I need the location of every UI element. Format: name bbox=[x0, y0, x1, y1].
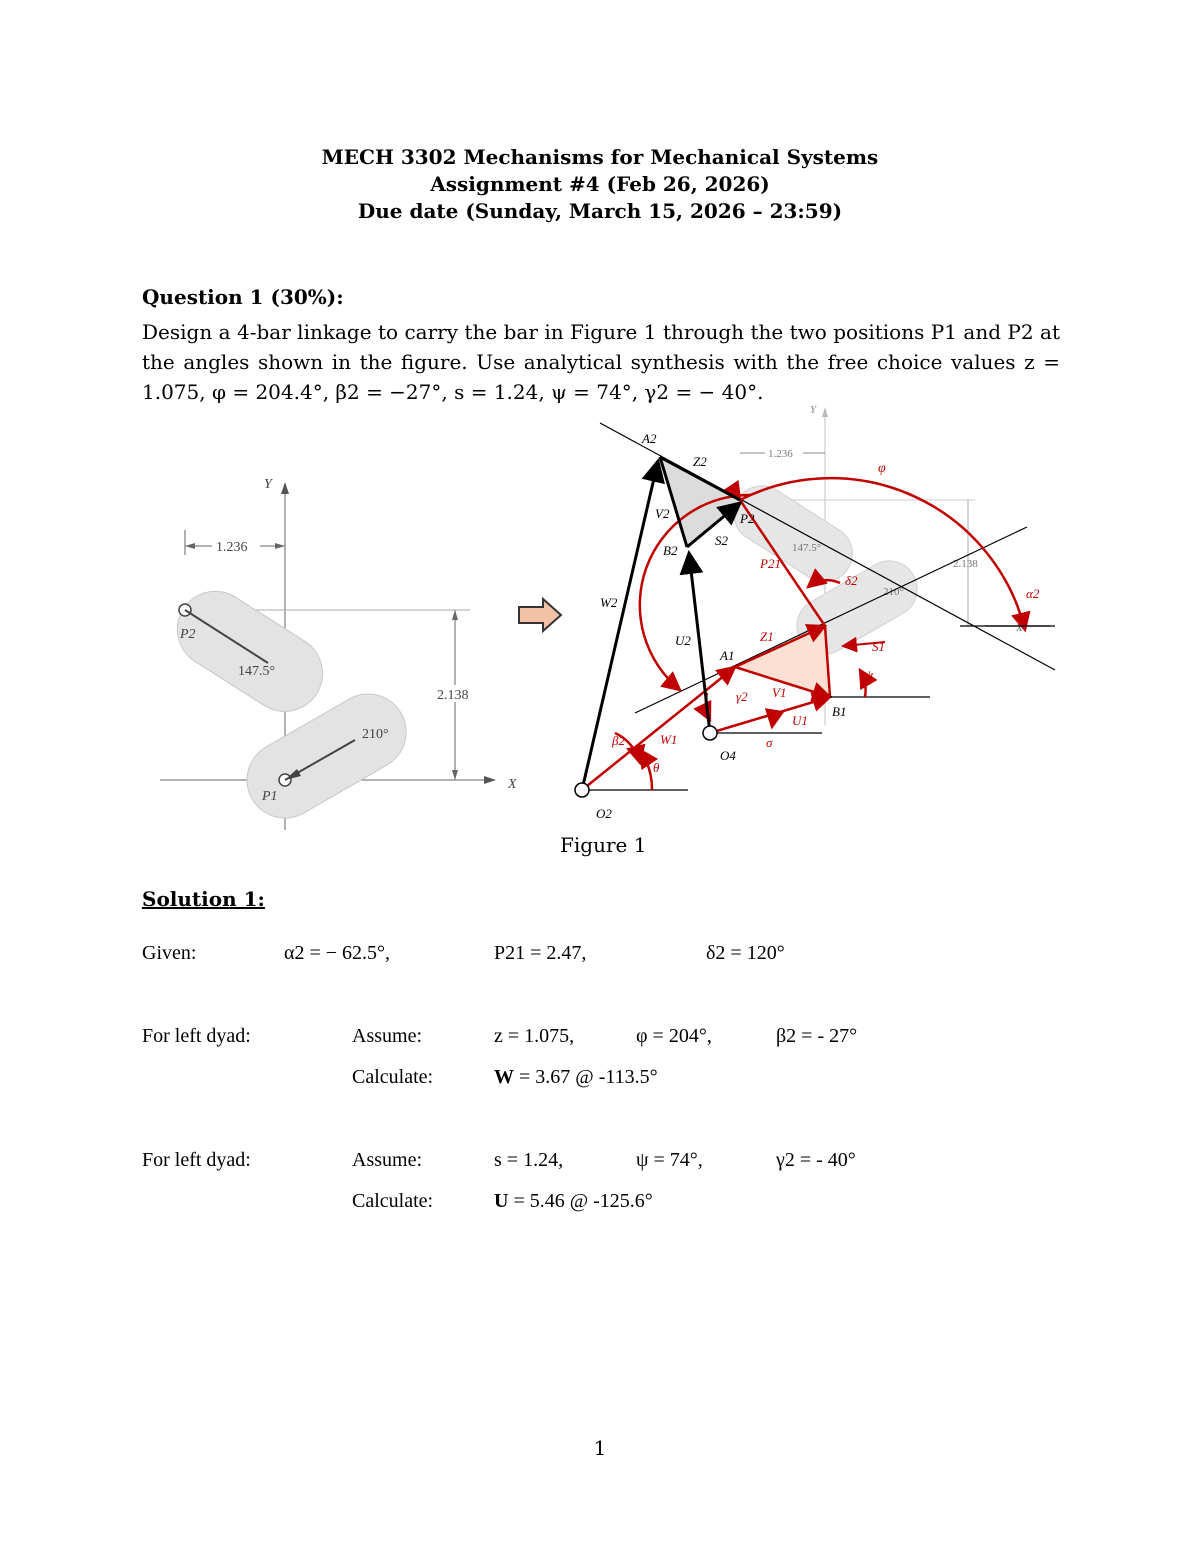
arrow-right-icon bbox=[517, 597, 563, 633]
dyad2-gamma: γ2 = - 40° bbox=[776, 1149, 856, 1171]
label-B2: B2 bbox=[663, 543, 678, 558]
figure-left bbox=[140, 470, 520, 830]
label-S2: S2 bbox=[715, 533, 728, 548]
label-gamma2: γ2 bbox=[736, 689, 748, 704]
dim-vertical: 2.138 bbox=[437, 688, 469, 703]
dyad2-s: s = 1.24, bbox=[494, 1149, 564, 1171]
question-title: Question 1 (30%): bbox=[142, 285, 344, 309]
figure-caption: Figure 1 bbox=[560, 833, 647, 857]
dyad2-assume-label: Assume: bbox=[352, 1149, 422, 1171]
due-date: Due date (Sunday, March 15, 2026 – 23:59) bbox=[357, 199, 843, 223]
label-theta: θ bbox=[653, 760, 660, 775]
right-dim-vertical: 2.138 bbox=[953, 558, 978, 570]
given-label: Given: bbox=[142, 942, 197, 964]
label-sigma: σ bbox=[766, 735, 773, 750]
x-axis-label: X bbox=[508, 777, 517, 792]
right-angle-p1: 210° bbox=[883, 586, 904, 598]
question-text: Design a 4-bar linkage to carry the bar in Figure 1 through the two positions P1 and P2 at the angles shown in the figure. Use analytical synthesis with the free choice values z = 1.075, φ = 204.4°, β2 = −27°, s = 1.24, ψ = 74°, γ2 = − 40°. bbox=[142, 320, 1060, 404]
label-Z2: Z2 bbox=[693, 454, 707, 469]
label-A2: A2 bbox=[642, 431, 657, 446]
label-alpha2: α2 bbox=[1026, 586, 1040, 601]
dyad2-result-value: = 5.46 @ -125.6° bbox=[508, 1190, 653, 1212]
course-title: MECH 3302 Mechanisms for Mechanical Systems bbox=[321, 145, 879, 169]
label-U2: U2 bbox=[675, 633, 691, 648]
dyad2-result bbox=[494, 1190, 653, 1213]
label-A1: A1 bbox=[720, 648, 735, 663]
dyad1-calc-label: Calculate: bbox=[352, 1066, 434, 1088]
label-P21: P21 bbox=[760, 556, 781, 571]
label-P2: P2 bbox=[740, 511, 755, 526]
dyad2-psi: ψ = 74°, bbox=[636, 1149, 703, 1171]
right-x-axis: X bbox=[1016, 622, 1023, 634]
label-p1: P1 bbox=[262, 789, 278, 804]
given-p21: P21 = 2.47, bbox=[494, 942, 587, 964]
angle-p1: 210° bbox=[362, 727, 389, 742]
label-psi: ψ bbox=[865, 667, 874, 682]
dyad1-result-symbol: W bbox=[494, 1066, 514, 1088]
label-O2: O2 bbox=[596, 806, 612, 821]
dim-horizontal: 1.236 bbox=[216, 540, 248, 555]
given-delta: δ2 = 120° bbox=[706, 942, 785, 964]
label-V2: V2 bbox=[655, 506, 670, 521]
label-S1: S1 bbox=[872, 639, 885, 654]
given-alpha: α2 = − 62.5°, bbox=[284, 942, 391, 964]
solution-title: Solution 1: bbox=[142, 887, 265, 911]
right-angle-p2: 147.5° bbox=[792, 542, 822, 554]
label-U1: U1 bbox=[792, 713, 808, 728]
dyad2-label: For left dyad: bbox=[142, 1149, 251, 1171]
figure-right bbox=[560, 395, 1060, 835]
assignment-title: Assignment #4 (Feb 26, 2026) bbox=[430, 172, 770, 196]
dyad1-z: z = 1.075, bbox=[494, 1025, 575, 1047]
label-delta2: δ2 bbox=[845, 573, 858, 588]
y-axis-label: Y bbox=[264, 477, 272, 492]
dyad1-result bbox=[494, 1066, 658, 1089]
label-W2: W2 bbox=[600, 595, 618, 610]
right-y-axis: Y bbox=[810, 404, 817, 416]
dyad1-assume-label: Assume: bbox=[352, 1025, 422, 1047]
page-number: 1 bbox=[593, 1436, 607, 1460]
right-dim-horizontal: 1.236 bbox=[768, 448, 793, 460]
dyad1-label: For left dyad: bbox=[142, 1025, 251, 1047]
dyad1-phi: φ = 204°, bbox=[636, 1025, 712, 1047]
label-O4: O4 bbox=[720, 748, 736, 763]
dyad2-calc-label: Calculate: bbox=[352, 1190, 434, 1212]
dyad1-result-value: = 3.67 @ -113.5° bbox=[514, 1066, 658, 1088]
label-B1: B1 bbox=[832, 704, 847, 719]
label-V1: V1 bbox=[772, 685, 787, 700]
label-Z1: Z1 bbox=[760, 629, 774, 644]
label-beta2: β2 bbox=[612, 733, 625, 748]
label-phi: φ bbox=[878, 461, 886, 476]
label-p2: P2 bbox=[180, 627, 196, 642]
label-W1: W1 bbox=[660, 732, 678, 747]
dyad1-beta: β2 = - 27° bbox=[776, 1025, 858, 1047]
angle-p2: 147.5° bbox=[238, 664, 276, 679]
dyad2-result-symbol: U bbox=[494, 1190, 509, 1212]
